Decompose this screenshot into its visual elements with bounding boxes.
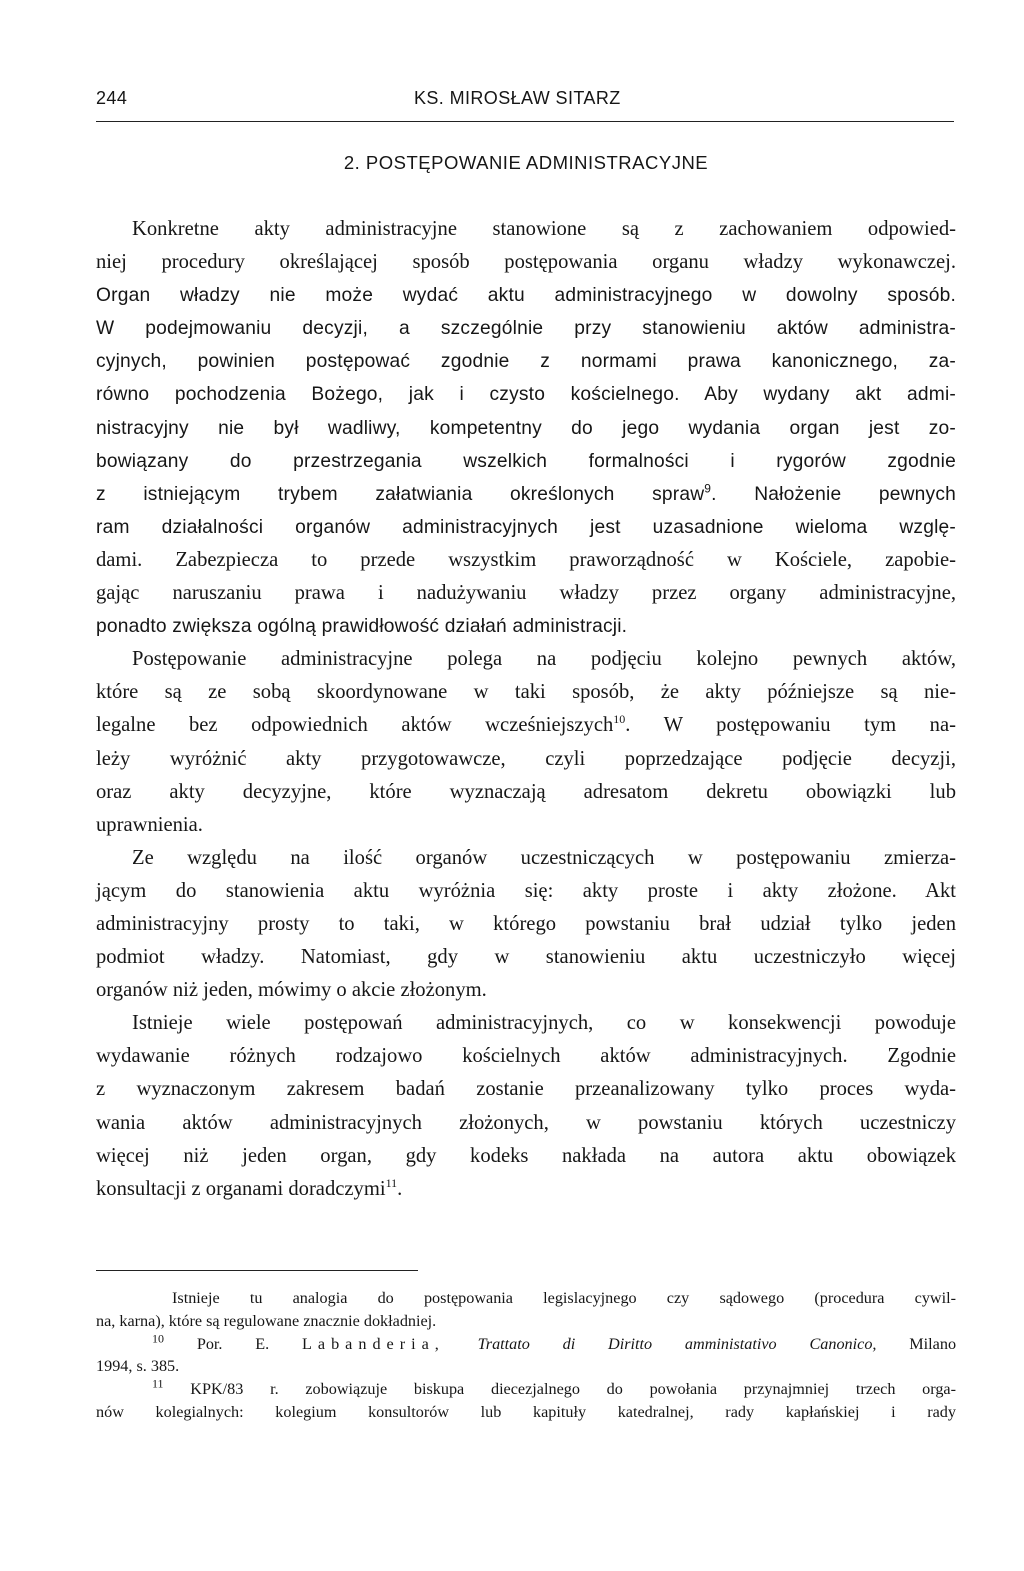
body-line <box>96 478 956 511</box>
body-line-text: z istniejącym trybem załatwiania określonych spraw <box>96 483 705 505</box>
body-text <box>96 213 956 1206</box>
footnote-ref-10: 10 <box>613 712 626 727</box>
body-line: niej procedury określającej sposób postępowania organu władzy wykonawczej. <box>96 251 956 274</box>
footnote-11-text: KPK/83 r. zobowiązuje biskupa diecezjalnego do powołania przynajmniej trzech orga- <box>190 1380 956 1399</box>
body-line-text: . Nałożenie pewnych <box>711 483 956 505</box>
body-line: cyjnych, powinien postępować zgodnie z normami prawa kanonicznego, za- <box>96 351 956 373</box>
footnote-11-mark: 11 <box>152 1376 164 1391</box>
body-line: gając naruszaniu prawa i nadużywaniu władzy przez organy administracyjne, <box>96 582 956 605</box>
body-line: administracyjny prosty to taki, w którego powstaniu brał udział tylko jeden <box>96 912 956 935</box>
running-head <box>96 88 956 118</box>
header-rule <box>96 121 954 122</box>
footnote-9-line: na, karna), które są regulowane znacznie dokładniej. <box>96 1311 437 1330</box>
body-line: nistracyjny nie był wadliwy, kompetentny do jego wydania organ jest zo- <box>96 417 956 439</box>
body-line <box>96 1173 956 1206</box>
body-line: dami. Zabezpiecza to przede wszystkim praworządność w Kościele, zapobie- <box>96 548 956 571</box>
body-line-text: . W postępowaniu tym na- <box>625 714 956 737</box>
body-line: podmiot władzy. Natomiast, gdy w stanowieniu aktu uczestniczyło więcej <box>96 946 956 969</box>
body-line: więcej niż jeden organ, gdy kodeks nakłada na autora aktu obowiązek <box>96 1144 956 1167</box>
body-line: Konkretne akty administracyjne stanowione są z zachowaniem odpowied- <box>132 218 956 240</box>
body-line: wania aktów administracyjnych złożonych, w powstaniu których uczestniczy <box>96 1111 956 1134</box>
footnote-11-line <box>96 1378 956 1401</box>
footnote-10-line: 1994, s. 385. <box>96 1357 180 1376</box>
body-line: wydawanie różnych rodzajowo kościelnych aktów administracyjnych. Zgodnie <box>96 1045 956 1068</box>
footnote-10-mark: 10 <box>152 1331 164 1346</box>
body-line: bowiązany do przestrzegania wszelkich formalności i rygorów zgodnie <box>96 450 956 472</box>
body-line: Istnieje wiele postępowań administracyjnych, co w konsekwencji powoduje <box>132 1012 956 1035</box>
body-line-text: konsultacji z organami doradczymi <box>96 1177 386 1200</box>
body-line: W podejmowaniu decyzji, a szczególnie przy stanowieniu aktów administra- <box>96 318 956 340</box>
body-line: z wyznaczonym zakresem badań zostanie przeanalizowany tylko proces wyda- <box>96 1078 956 1101</box>
body-line: Organ władzy nie może wydać aktu administracyjnego w dowolny sposób. <box>96 285 956 307</box>
body-line: ponadto zwiększa ogólną prawidłowość działań administracji. <box>96 616 628 638</box>
footnote-rule <box>96 1270 418 1271</box>
footnotes <box>96 1287 956 1424</box>
body-line: ram działalności organów administracyjnych jest uzasadnione wieloma wzglę- <box>96 516 956 538</box>
body-line: oraz akty decyzyjne, które wyznaczają adresatom dekretu obowiązki lub <box>96 780 956 803</box>
body-line: jącym do stanowienia aktu wyróżnia się: akty proste i akty złożone. Akt <box>96 879 956 902</box>
body-line: Ze względu na ilość organów uczestniczących w postępowaniu zmierza- <box>132 846 956 869</box>
body-line: leży wyróżnić akty przygotowawcze, czyli poprzedzające podjęcie decyzji, <box>96 747 956 770</box>
footnote-ref-11: 11 <box>385 1175 398 1190</box>
running-head-author: KS. MIROSŁAW SITARZ <box>414 88 621 108</box>
footnote-11-line: nów kolegialnych: kolegium konsultorów lub kapituły katedralnej, rady kapłańskiej i rady <box>96 1402 956 1421</box>
body-line: równo pochodzenia Bożego, jak i czysto kościelnego. Aby wydany akt admi- <box>96 384 956 406</box>
footnote-10-line <box>96 1333 956 1356</box>
body-line-text: legalne bez odpowiednich aktów wcześniejszych <box>96 714 614 737</box>
body-line: uprawnienia. <box>96 813 203 836</box>
body-line-text: . <box>397 1177 403 1200</box>
footnote-10-place: Milano <box>909 1334 957 1353</box>
footnote-10-author: Labanderia, <box>302 1334 445 1353</box>
footnote-10-title: Trattato di Diritto amministativo Canonico, <box>477 1334 877 1353</box>
footnote-ref-9: 9 <box>704 481 712 496</box>
footnote-9-line: Istnieje tu analogia do postępowania legislacyjnego czy sądowego (procedura cywil- <box>172 1289 956 1307</box>
footnote-10-pre: Por. E. <box>196 1334 270 1353</box>
body-line: organów niż jeden, mówimy o akcie złożonym. <box>96 979 487 1002</box>
body-line: Postępowanie administracyjne polega na podjęciu kolejno pewnych aktów, <box>132 648 956 671</box>
body-line <box>96 709 956 742</box>
page-number: 244 <box>96 88 128 108</box>
section-title: 2. POSTĘPOWANIE ADMINISTRACYJNE <box>343 152 709 173</box>
body-line: które są ze sobą skoordynowane w taki sposób, że akty późniejsze są nie- <box>96 681 956 704</box>
